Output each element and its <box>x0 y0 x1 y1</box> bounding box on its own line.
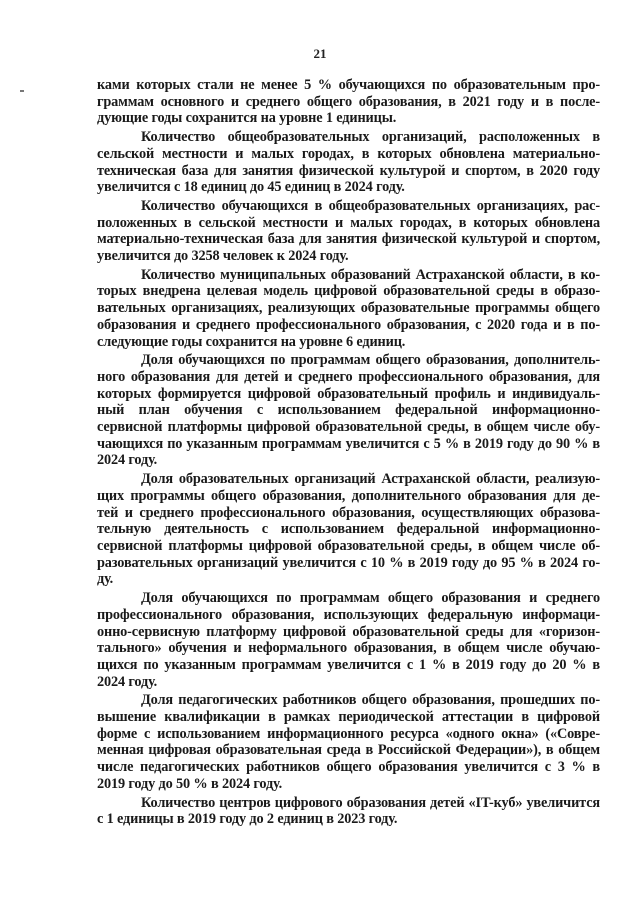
text-line: тей и среднего профессионального образования, осуществляющих образова- <box>97 504 600 521</box>
text-line: Доля обучающихся по программам общего образования, дополнитель- <box>141 352 600 369</box>
text-line: Доля педагогических работников общего образования, прошедших по- <box>141 692 600 709</box>
paragraph <box>97 198 600 265</box>
text-line: 2024 году. <box>97 673 158 690</box>
paragraph <box>97 129 600 196</box>
text-line: с 1 единицы в 2019 году до 2 единиц в 2023 году. <box>97 811 398 828</box>
text-line: щих программы общего образования, дополнительного образования для де- <box>97 487 600 504</box>
text-line: Количество муниципальных образований Астраханской области, в ко- <box>141 266 600 283</box>
text-line: ный план обучения с использованием федеральной информационно- <box>97 402 600 419</box>
text-line: 2019 году до 50 % в 2024 году. <box>97 775 283 792</box>
document-body <box>97 77 600 830</box>
text-line: вышение квалификации в рамках периодической аттестации в цифровой <box>97 709 600 726</box>
text-line: Количество общеобразовательных организаций, расположенных в <box>141 129 600 146</box>
text-line: сервисной платформы цифровой образовательной среды, в общем числе об- <box>97 537 600 554</box>
paragraph <box>97 590 600 690</box>
text-line: положенных в сельской местности и малых городах, в которых обновлена <box>97 214 600 231</box>
text-line: Доля образовательных организаций Астраханской области, реализую- <box>141 471 600 488</box>
scan-mark <box>20 90 24 92</box>
text-line: торых внедрена целевая модель цифровой образовательной среды в образо- <box>97 283 600 300</box>
paragraph <box>97 352 600 469</box>
paragraph <box>97 471 600 588</box>
text-line: материально-техническая база для занятия физической культурой и спортом, <box>97 231 600 248</box>
text-line: тельную деятельность с использованием федеральной информационно- <box>97 521 600 538</box>
text-line: следующие годы сохранится на уровне 6 единиц. <box>97 333 406 350</box>
text-line: онно-сервисную платформу цифровой образовательной среды для «горизон- <box>97 623 600 640</box>
text-line: вательных организациях, реализующих образовательные программы общего <box>97 300 600 317</box>
text-line: сервисной платформы цифровой образовательной среды, в общем числе обу- <box>97 419 600 436</box>
text-line: щихся по указанным программам увеличится с 1 % в 2019 году до 20 % в <box>97 656 600 673</box>
text-line: 2024 году. <box>97 452 158 469</box>
text-line: ками которых стали не менее 5 % обучающихся по образовательным про- <box>97 77 600 93</box>
text-line: образования и среднего профессионального образования, с 2020 года и в по- <box>97 316 600 333</box>
text-line: профессионального образования, использующих федеральную информаци- <box>97 606 600 623</box>
text-line: Количество обучающихся в общеобразовательных организациях, рас- <box>141 197 600 214</box>
text-line: сельской местности и малых городах, в которых обновлена материально- <box>97 145 600 162</box>
page-number: 21 <box>313 46 327 61</box>
text-line: ду. <box>97 571 114 588</box>
text-line: тального» обучения и неформального образования, в общем числе обучаю- <box>97 640 600 657</box>
text-line: увеличится до 3258 человек к 2024 году. <box>97 248 349 265</box>
paragraph <box>97 795 600 828</box>
text-line: которых формируется цифровой образовательный профиль и индивидуаль- <box>97 385 600 402</box>
text-line: менная цифровая образовательная среда в Российской Федерации»), в общем <box>97 742 600 759</box>
text-line: ного образования для детей и среднего профессионального образования, для <box>97 368 600 385</box>
text-line: числе педагогических работников общего образования увеличится с 3 % в <box>97 759 600 776</box>
text-line: техническая база для занятия физической культурой и спортом, в 2020 году <box>97 162 600 179</box>
text-line: Доля обучающихся по программам общего образования и среднего <box>141 590 600 607</box>
text-line: чающихся по указанным программам увеличится с 5 % в 2019 году до 90 % в <box>97 435 600 452</box>
text-line: увеличится с 18 единиц до 45 единиц в 2024 году. <box>97 179 405 196</box>
paragraph <box>97 77 600 127</box>
text-line: Количество центров цифрового образования детей «IT-куб» увеличится <box>141 794 600 811</box>
text-line: разовательных организаций увеличится с 10 % в 2019 году до 95 % в 2024 го- <box>97 554 600 571</box>
text-line: форме с использованием информационного ресурса «одного окна» («Совре- <box>97 725 600 742</box>
paragraph <box>97 692 600 792</box>
text-line: дующие годы сохранится на уровне 1 единицы. <box>97 110 397 127</box>
paragraph <box>97 267 600 351</box>
text-line: граммам основного и среднего общего образования, в 2021 году и в после- <box>97 93 600 110</box>
